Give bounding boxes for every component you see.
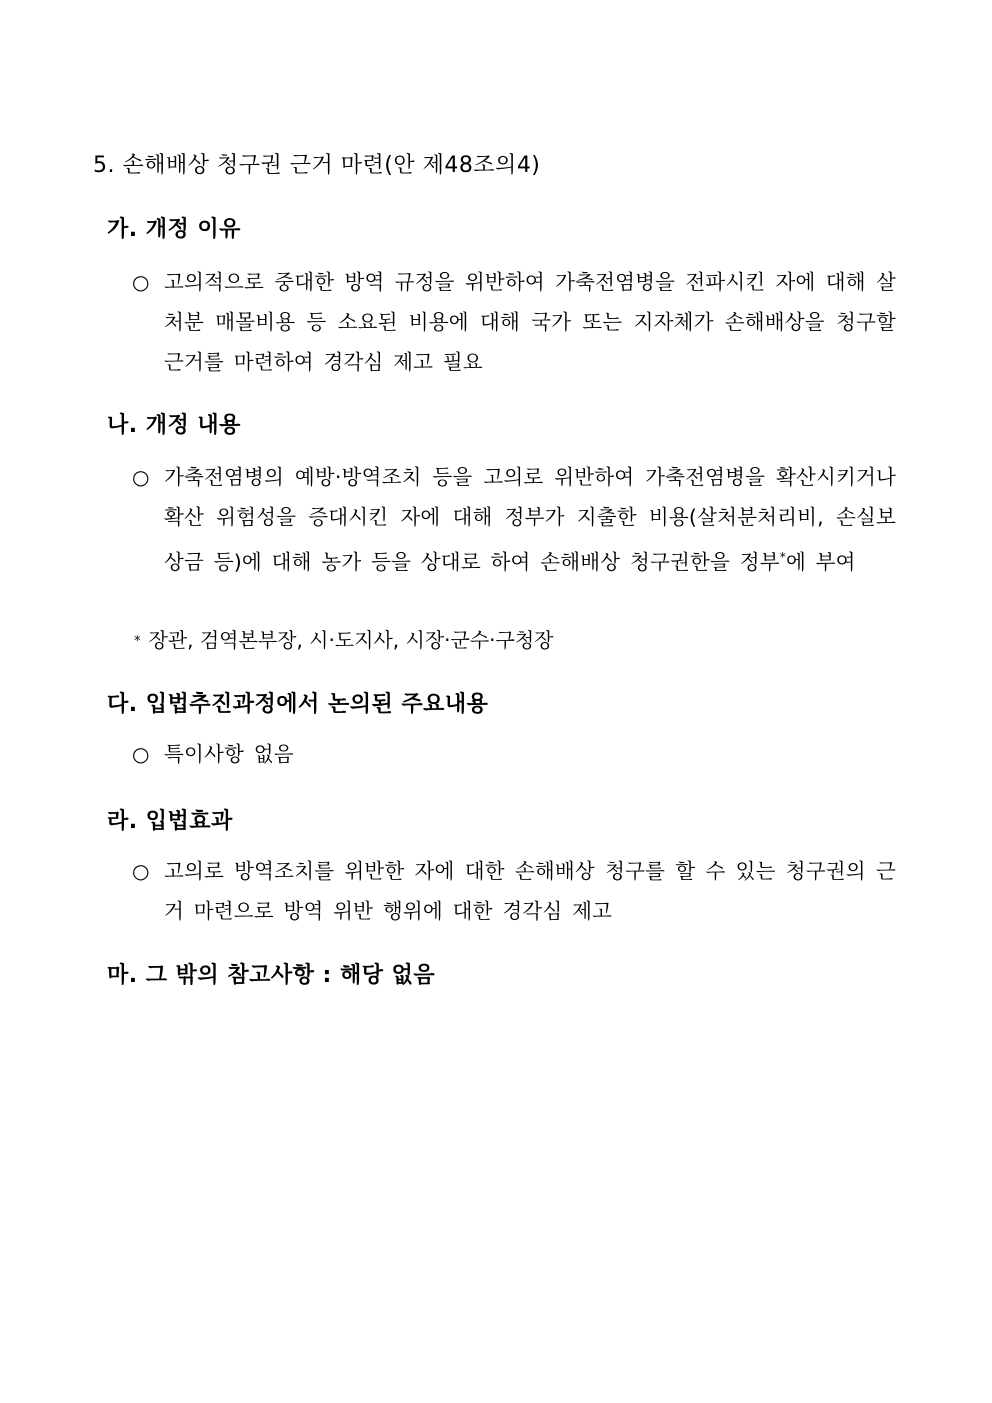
bullet-text: 고의적으로 중대한 방역 규정을 위반하여 가축전염병을 전파시킨 자에 대해 살처분 매몰비용 등 소요된 비용에 대해 국가 또는 지자체가 손해배상을 청구할 근거를 마련하여 경각심 제고 필요 xyxy=(164,270,896,374)
bullet-legislative-effect xyxy=(132,851,896,931)
bullet-text-tail: 에 부여 xyxy=(785,550,856,574)
bullet-legislative-discussion xyxy=(132,734,896,774)
heading-legislative-discussion: 다. 입법추진과정에서 논의된 주요내용 xyxy=(107,692,489,717)
heading-other-notes: 마. 그 밖의 참고사항 : 해당 없음 xyxy=(107,963,436,988)
asterisk-icon: * xyxy=(134,634,141,649)
section-title: 5. 손해배상 청구권 근거 마련(안 제48조의4) xyxy=(93,153,541,178)
circle-bullet-icon: ○ xyxy=(132,465,150,489)
circle-bullet-icon: ○ xyxy=(132,270,150,294)
bullet-text: 고의로 방역조치를 위반한 자에 대한 손해배상 청구를 할 수 있는 청구권의 근거 마련으로 방역 위반 행위에 대한 경각심 제고 xyxy=(164,859,896,923)
footnote-marker: * xyxy=(779,550,786,564)
circle-bullet-icon: ○ xyxy=(132,742,150,766)
bullet-text: 특이사항 없음 xyxy=(164,742,294,766)
bullet-text xyxy=(164,457,896,582)
bullet-revision-content xyxy=(132,457,896,582)
heading-revision-content: 나. 개정 내용 xyxy=(107,413,241,438)
heading-legislative-effect: 라. 입법효과 xyxy=(107,809,233,834)
circle-bullet-icon: ○ xyxy=(132,859,150,883)
bullet-revision-reason xyxy=(132,262,896,382)
bullet-text-main: 가축전염병의 예방·방역조치 등을 고의로 위반하여 가축전염병을 확산시키거나 확산 위험성을 증대시킨 자에 대해 정부가 지출한 비용(살처분처리비, 손실보상금 등)에 대해 농가 등을 상대로 하여 손해배상 청구권한을 정부 xyxy=(164,465,896,574)
footnote-text: 장관, 검역본부장, 시·도지사, 시장·군수·구청장 xyxy=(148,628,554,652)
footnote-note xyxy=(134,624,553,658)
heading-revision-reason: 가. 개정 이유 xyxy=(107,217,241,242)
